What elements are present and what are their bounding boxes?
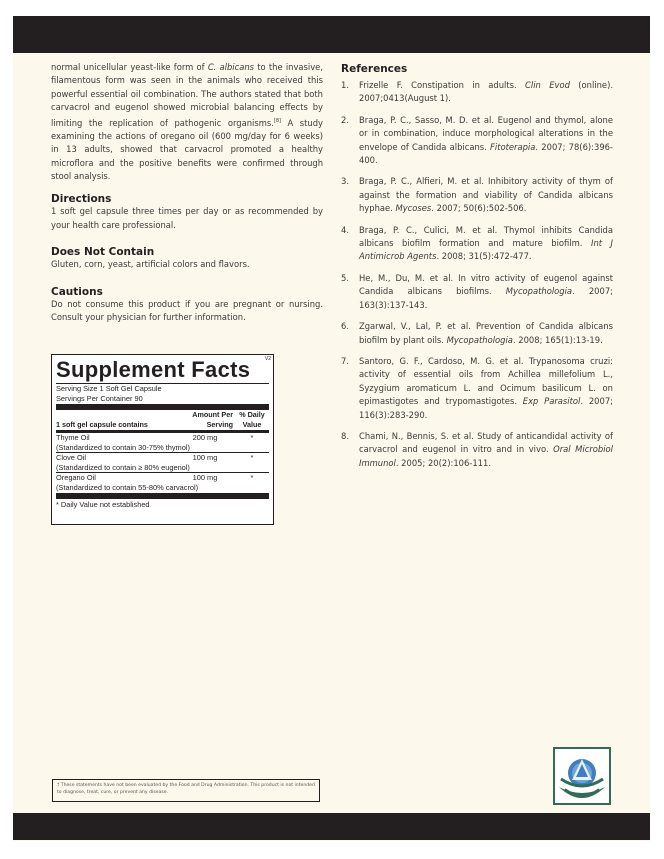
reference-text: Braga, P. C., Sasso, M. D. et al. Eugenol and thymol, alone or in combination, induce morphological alterations in the envelope of Candida albicans. [359, 114, 613, 152]
does-not-contain-text: Gluten, corn, yeast, artificial colors and flavors. [51, 259, 250, 270]
servings-per-container: Servings Per Container 90 [56, 393, 143, 403]
facts-footnote: * Daily Value not established [56, 500, 150, 509]
reference-details: . 2007; 116(3):283-290. [359, 396, 613, 420]
reference-item [341, 114, 613, 168]
item-name: Thyme Oil [56, 433, 90, 442]
paragraph-species-name: C. albicans [207, 62, 255, 72]
reference-journal: Mycoses [395, 203, 432, 214]
reference-journal: Exp Parasitol [522, 396, 581, 407]
supplement-facts-version: V2 [264, 356, 271, 362]
fda-disclaimer: † These statements have not been evaluated by the Food and Drug Administration. This product is not intended to diagnose, treat, cure, or prevent any disease. [52, 779, 320, 802]
directions-text: 1 soft gel capsule three times per day or as recommended by your health care professional. [51, 206, 323, 230]
reference-journal: Fitoterapia [490, 141, 536, 152]
reference-number: 7. [341, 355, 349, 366]
reference-item [341, 355, 613, 422]
top-bar [13, 16, 650, 53]
reference-item [341, 320, 613, 347]
cautions-text: Do not consume this product if you are pregnant or nursing. Consult your physician for further information. [51, 298, 323, 323]
facts-item-thyme [56, 433, 269, 453]
cautions-heading: Cautions [51, 285, 103, 298]
reference-number: 8. [341, 430, 349, 441]
item-name: Oregano Oil [56, 473, 96, 482]
reference-number: 5. [341, 272, 349, 283]
item-note: (Standardized to contain ≥ 80% eugenol) [56, 462, 190, 472]
serving-size: Serving Size 1 Soft Gel Capsule [56, 384, 162, 393]
references-list [341, 79, 613, 470]
facts-header-row [56, 410, 269, 430]
item-amount: 200 mg [192, 433, 218, 442]
reference-text: Braga, P. C., Culici, M. et al. Thymol inhibits Candida albicans biofilm formation and mature biofilm. [359, 224, 613, 249]
reference-item [341, 430, 613, 470]
reference-number: 2. [341, 114, 349, 125]
body-paragraph [51, 61, 323, 183]
contains-label: 1 soft gel capsule contains [56, 420, 148, 429]
reference-details: . 2007; 78(6):396-400. [359, 141, 613, 166]
reference-text: He, M., Du, M. et al. In vitro activity of eugenol against Candida albicans biofilms. [359, 272, 613, 297]
reference-number: 4. [341, 224, 349, 235]
reference-item [341, 224, 613, 264]
reference-details: (online). 2007;0413(August 1). [359, 80, 613, 104]
item-name: Clove Oil [56, 453, 86, 462]
reference-details: . 2008; 31(5):472-477. [436, 251, 532, 262]
reference-number: 6. [341, 321, 349, 332]
citation-marker: [8] [273, 117, 281, 124]
item-amount: 100 mg [192, 473, 218, 482]
reference-details: . 2005; 20(2):106-111. [395, 457, 491, 468]
item-note: (Standardized to contain 55-80% carvacrol) [56, 482, 199, 492]
supplement-facts-title: Supplement Facts [56, 357, 251, 382]
reference-text: Santoro, G. F., Cardoso, M. G. et al. Trypanosoma cruzi: activity of essential oils from Achillea millefolium L., Syzygium aromaticum L. and Ocimum basilicum L. on epimastigotes and trypomastigotes. [359, 355, 613, 407]
item-dv: * [250, 473, 254, 482]
does-not-contain-heading: Does Not Contain [51, 246, 155, 259]
reference-text: Chami, N., Bennis, S. et al. Study of anticandidal activity of carvacrol and eugenol in vitro and in vivo. [359, 430, 613, 455]
facts-item-oregano [56, 473, 269, 492]
paragraph-text: normal unicellular yeast-like form of [51, 62, 208, 72]
item-dv: * [250, 453, 254, 462]
reference-journal: Mycopathologia [446, 334, 513, 345]
supplement-facts-panel [51, 354, 274, 525]
item-amount: 100 mg [192, 453, 218, 462]
paragraph-text-2: to the invasive, filamentous form was seen in the animals who received this powerful essential oil combination. The authors stated that both carvacrol and eugenol showed microbial balancing effects by limiting the replication of pathogenic organisms. [51, 62, 324, 128]
dv-header-1: % Daily [239, 410, 265, 419]
paragraph-text-3: A study examining the actions of oregano oil (600 mg/day for 6 weeks) in 13 adults, showed that carvacrol promoted a healthy microflora and the positive benefits were confirmed through stool analysis. [51, 117, 324, 182]
left-column [51, 61, 323, 324]
right-column [341, 63, 613, 478]
reference-item [341, 175, 613, 215]
bottom-bar [13, 813, 650, 840]
amount-header-1: Amount Per [192, 410, 233, 419]
reference-journal: Oral Microbiol Immunol [359, 444, 613, 468]
reference-journal: Int J Antimicrob Agents [359, 238, 613, 262]
directions-heading: Directions [51, 193, 112, 206]
reference-number: 1. [341, 80, 349, 90]
reference-details: . 2008; 165(1):13-19. [512, 334, 603, 345]
reference-journal: Clin Evod [525, 80, 570, 90]
reference-text: Braga, P. C., Alfieri, M. et al. Inhibitory activity of thym of against the formation and viability of Candida albicans hyphae. [359, 176, 613, 214]
item-note: (Standardized to contain 30-75% thymol) [56, 442, 190, 452]
facts-item-clove [56, 453, 269, 473]
item-dv: * [250, 433, 254, 442]
reference-item [341, 272, 613, 312]
reference-text: Frizelle F. Constipation in adults. [359, 80, 526, 90]
reference-details: . 2007; 50(6):502-506. [431, 203, 527, 214]
reference-journal: Mycopathologia [505, 286, 573, 297]
reference-item [341, 79, 613, 106]
references-heading: References [341, 63, 408, 75]
dv-header-2: Value [242, 420, 262, 429]
reference-details: . 2007; 163(3):137-143. [359, 286, 613, 310]
reference-text: Zgarwal, V., Lal, P. et al. Prevention of Candida albicans biofilm by plant oils. [359, 321, 613, 345]
reference-number: 3. [341, 176, 349, 187]
brand-logo-icon [553, 747, 611, 805]
amount-header-2: Serving [206, 420, 233, 429]
page [13, 16, 650, 841]
